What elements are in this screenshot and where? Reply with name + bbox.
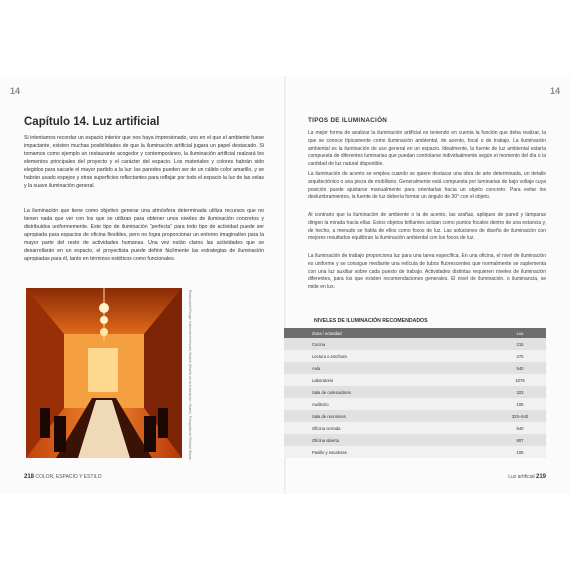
section-title: TIPOS DE ILUMINACIÓN: [308, 117, 388, 124]
row-lux: 270: [516, 353, 524, 359]
header-lux: Lux: [516, 330, 524, 336]
row-zone: Auditorio: [312, 401, 329, 407]
table-row: [284, 434, 546, 446]
row-zone: Laboratorio: [312, 377, 334, 383]
right-folio: [508, 474, 546, 480]
illumination-table: [284, 328, 546, 458]
row-lux: 807: [516, 437, 524, 443]
row-lux: 540: [516, 425, 524, 431]
right-page-number: 219: [535, 474, 546, 480]
table-row: [284, 386, 546, 398]
row-zone: Pasillo y escaleras: [312, 449, 347, 455]
row-zone: Lectura o escritura: [312, 353, 347, 359]
table-header: [284, 328, 546, 338]
restaurant-illustration: [26, 288, 182, 458]
left-paragraph-2: La iluminación que tiene como objetivo generar una atmósfera determinada utiliza recursos que no tienen nada que ver con los que se utilizan para obtener unos niveles de iluminación concretos y distribuidos uniformemente. Este tipo de iluminación “perfecta” para todo tipo de actividad puede ser apropiada para espacios de oficina flexibles, pero no logra proporcionar un entorno imaginativo para la mayor parte del resto de actividades humanas. Una vez están claros las actividades que se desarrollarán en un espacio, el proyectista puede definir fácilmente las estrategias de iluminación apropiadas para él, tanto en términos estéticos como funcionales.: [24, 208, 264, 263]
row-lux: 215: [516, 341, 524, 347]
left-chapter-tab: 14: [10, 86, 21, 96]
table-row: [284, 362, 546, 374]
header-zone: Zona / actividad: [312, 330, 342, 336]
left-folio: [24, 474, 102, 480]
row-zone: Sala de reuniones: [312, 413, 346, 419]
right-chapter-tab: 14: [549, 86, 560, 96]
table-row: [284, 446, 546, 458]
table-row: [284, 350, 546, 362]
table-row: [284, 338, 546, 350]
chapter-title: Capítulo 14. Luz artificial: [24, 116, 160, 128]
table-row: [284, 410, 546, 422]
row-lux: 323–540: [511, 413, 529, 419]
row-lux: 108: [516, 401, 524, 407]
row-zone: Cocina: [312, 341, 326, 347]
row-zone: Sala de ordenadores: [312, 389, 351, 395]
right-paragraph-1: La mejor forma de analizar la iluminación artificial es teniendo en cuenta la función que deba realizar, la que se conoce típicamente como iluminación ambiental, de acento, focal o de trabajo. La iluminación ambiental es la iluminación de uso general en un espacio. Idealmente, la fuente de luz ambiental estaría compuesta de diferentes luminarias que puedan controlarse individualmente según el momento del día o la cantidad de luz natural disponible.: [308, 130, 546, 167]
right-paragraph-3: Al contrario que la iluminación de ambiente o la de acento, las arañas, apliques de pared y lámparas dirigen la mirada hacia ellas. Estos objetos brillantes actúan como puntos focales dentro de una estancia y, de hecho, a menudo se habla de ellos como focos de luz. Las soluciones de diseño de iluminación con mejores resultados equilibran la iluminación ambiental con los focos de luz.: [308, 212, 546, 242]
row-lux: 108: [516, 449, 524, 455]
right-paragraph-2: La iluminación de acento se emplea cuando se quiere destacar una obra de arte determinada, un detalle arquitectónico o una pieza de mobiliario. Generalmente está compuesta por luminarias de bajo voltaje cuya posición puede ajustarse manualmente para orientarlas hacia un objeto concreto. Para evitar los deslumbramientos, la fuente de luz debería formar un ángulo de 30° con el objeto.: [308, 171, 546, 201]
table-row: [284, 422, 546, 434]
right-running-head: Luz artificial: [508, 474, 535, 480]
row-lux: 1076: [515, 377, 525, 383]
photo-caption: Restaurante Rouge, Interiores Interiores; Madrid (Diseño de la iluminación: Studio). Fotografía de Richard Glover.: [188, 290, 192, 461]
row-lux: 540: [516, 365, 524, 371]
row-lux: 323: [516, 389, 524, 395]
left-running-head: COLOR, ESPACIO Y ESTILO: [35, 474, 102, 480]
table-row: [284, 398, 546, 410]
row-zone: Oficina abierta: [312, 437, 339, 443]
table-body: [284, 338, 546, 458]
row-zone: Aula: [312, 365, 321, 371]
restaurant-photo: [26, 288, 182, 458]
table-row: [284, 374, 546, 386]
left-page-number: 218: [24, 474, 35, 480]
right-paragraph-4: La iluminación de trabajo proporciona luz para una tarea específica. En una oficina, el nivel de iluminación es uniforme y se consigue mediante una retícula de tubos fluorescentes que normalmente se suplementa con una luz auxiliar sobre cada puesto de trabajo. Actividades distintas requieren niveles de iluminación diferentes, para los que existen recomendaciones generales. El nivel de iluminación, o iluminancia, se mide en lux.: [308, 253, 546, 290]
left-paragraph-1: Si intentamos recordar un espacio interior que nos haya impresionado, uno en el que el ambiente fuese impactante, existen muchas posibilidades de que la iluminación artificial jugara un papel destacado. Si tomamos como ejemplo un restaurante acogedor y contemporáneo, la iluminación artificial realzará los elementos principales del proyecto y el carácter del espacio. Los materiales y colores habrán sido elegidos para sacarle el mayor partido a la luz: las paredes pueden ser de un cálido color amarillo, y se habrán usado espejos y otras superficies reflectantes para reflejar por todo el espacio la luz de las velas y la suave iluminación general.: [24, 135, 264, 190]
row-zone: Oficina cerrada: [312, 425, 341, 431]
table-title: NIVELES DE ILUMINACIÓN RECOMENDADOS: [314, 318, 428, 324]
